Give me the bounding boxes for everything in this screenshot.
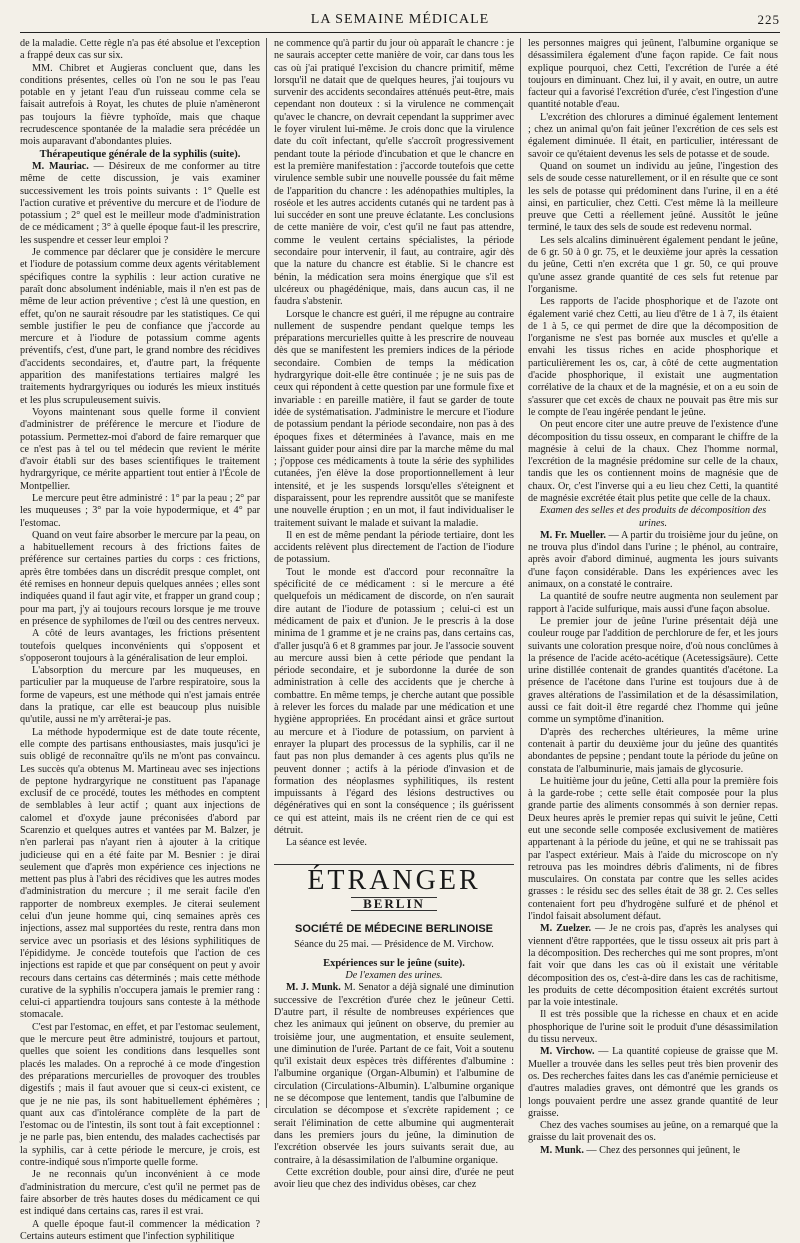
paragraph: de la maladie. Cette règle n'a pas été absolue et l'exception a frappé deux cas sur six. [20,38,260,63]
paragraph [20,161,260,247]
paragraph: Le premier jour de jeûne l'urine présentait déjà une couleur rouge par l'addition de perchlorure de fer, et les jours suivants une coloration presque noire, d'où nous conclûmes à la présence de l'acide acéto-acétique (Acetessigsäure). Cette urine distillée contenait de grandes quantités d'acétone. La présence de l'acétone dans l'urine est toujours due à de graves altérations de l'assimilation et de la désassimilation, aussi ce fait doit-il être regardé chez l'homme qui jeûne comme un symptôme d'inanition. [528,616,778,727]
paragraph: Voyons maintenant sous quelle forme il convient d'administrer de préférence le mercure et l'iodure de potassium. Permettez-moi d'abord de faire remarquer que ce n'est pas à tel ou tel médecin que revient le mérite d'avoir établi sur des bases scientifiques le traitement hydrargyrique, ce mérite appartient tout entier à l'École de Montpellier. [20,407,260,493]
speaker-name: M. J. Munk. [286,982,341,993]
paragraph: Je commence par déclarer que je considère le mercure et l'iodure de potassium comme deux agents véritablement spécifiques contre la syphilis : leur action curative ne paraît donc absolument indéniable, mais il n'en est pas de même de leur action préventive ; c'est là une question, en effet, qu'on ne saurait résoudre par les statistiques. Ce qui semble justifier le peu de confiance que j'accorde au mercure et à l'iodure de potassium comme agents préventifs, c'est, d'une part, le grand nombre des récidives d'accidents secondaires, et, d'autre part, la fréquente apparition des manifestations tertiaires malgré les traitements hydrargyriques ou iodurés les mieux institués et les plus scrupuleusement suivis. [20,247,260,407]
society-title: SOCIÉTÉ DE MÉDECINE BERLINOISE [274,923,514,935]
paragraph-text: — A partir du troisième jour du jeûne, on ne trouva plus d'indol dans l'urine ; le phénol, au contraire, après avoir d'abord diminué, augmenta les jours suivants d'une façon considérable. Dans les expériences avec les animaux, on a constaté le contraire. [528,530,778,590]
paragraph: Lorsque le chancre est guéri, il me répugne au contraire nullement de suspendre pendant quelque temps les préparations mercurielles quitte à les prescrire de nouveau dès que se manifestent les premiers indices de la période secondaire. Combien de temps la médication hydrargyrique doit-elle être continuée ; je ne suis pas de ceux qui répondent à cette question par une formule fixe et invariable : en pareille matière, il faut se garder de toute idée de systématisation. J'administre le mercure et l'iodure de potassium pendant la période secondaire, non pas à des époques fixes et déterminées à l'avance, mais en me laissant guider pour ainsi dire par la marche même du mal ; j'oppose ces médicaments à toute la série des syphilides cutanées, j'en élève la dose proportionnellement à leur intensité, et je les suspends lorsqu'elles s'éteignent et disparaissent, pour les reprendre aussitôt que se manifeste une nouvelle éruption ; en un mot, il faut individualiser le traitement suivant le malade et suivant la maladie. [274,309,514,530]
paragraph-text: — Je ne crois pas, d'après les analyses qui viennent d'être rapportées, que le tissu osseux ait pris part à la décomposition. Des recherches qui me sont propres, m'ont fait voir que dans les cas où il existait une véritable décomposition des os, c'est-à-dire dans les cas de rachitisme, les produits de cette décomposition étaient excrétés surtout par la voie intestinale. [528,923,778,1008]
paragraph: Cette excrétion double, pour ainsi dire, d'urée ne peut avoir lieu que chez des individus obèses, car chez [274,1167,514,1192]
paragraph: La méthode hypodermique est de date toute récente, elle compte des partisans enthousiastes, mais jusqu'ici je suis obligé de reconnaître qu'ils ne m'ont pas convaincu. Les succès qu'a obtenus M. Martineau avec ses injections de peptone hydrargyrique ne constituent pas l'apanage exclusif de ce procédé, toutes les méthodes en comptent de semblables à leur actif ; quant aux injections de calomel et d'oxyde jaune préconisées d'abord par Scarenzio et quelques autres et vantées par M. Balzer, je n'en parlerai pas n'ayant rien à ajouter à la critique judicieuse qui en a été faite par M. Besnier : je dirai seulement que d'après mon expérience ces injections ne mettent pas plus à l'abri des récidives que les autres modes d'administration du mercure ; il me serait facile d'en rapporter de nombreux exemples. Je citerai seulement celui d'un jeune homme qui, cinq semaines après ces injections, assez mal supportées du reste, rentra dans mon service avec un psoriasis et des lésions syphilitiques de l'épididyme. Je concède toutefois que l'action de ces injections est rapide et que par conséquent on peut y avoir recours dans certains cas déterminés ; mais cette méthode curative de la syphilis n'occupera jamais le premier rang : celui-ci appartiendra toujours sans conteste à la méthode stomacale. [20,727,260,1022]
running-head [20,12,780,30]
paragraph: Il est très possible que la richesse en chaux et en acide phosphorique de l'urine soit le produit d'une désassimilation du tissu nerveux. [528,1009,778,1046]
speaker-name: M. Fr. Mueller. [540,530,606,541]
paragraph: La quantité de soufre neutre augmenta non seulement par rapport à l'acide sulfurique, mais aussi d'une façon absolue. [528,591,778,616]
paragraph: Quand on soumet un individu au jeûne, l'ingestion des sels de soude cesse naturellement, or il en résulte que ce sont les sels de potasse qui prédominent dans l'urine, il en a été ainsi, en particulier, chez Cetti. C'est même là la meilleure preuve que Cetti a réellement jeûné. Aussitôt le jeûne terminé, le taux des sels de soude est redevenu normal. [528,161,778,235]
paragraph-text: — Chez des personnes qui jeûnent, le [586,1145,740,1156]
section-banner [274,864,514,952]
paragraph: Il en est de même pendant la période tertiaire, dont les accidents relèvent plus directement de l'action de l'iodure de potassium. [274,530,514,567]
page-number: 225 [758,12,781,28]
section-title: Expériences sur le jeûne (suite). [274,958,514,970]
speaker-name: M. Mauriac. [32,161,89,172]
paragraph: A côté de leurs avantages, les frictions présentent toutefois quelques inconvénients qui s'opposent et s'opposeront toujours à la généralisation de leur emploi. [20,628,260,665]
journal-title: LA SEMAINE MÉDICALE [20,12,780,28]
subsection-title: Examen des selles et des produits de décomposition des urines. [528,505,778,530]
paragraph: On peut encore citer une autre preuve de l'existence d'une décomposition du tissu osseux, en comparant le chiffre de la magnésie à celui de la chaux. Chez l'homme normal, l'excrétion de la magnésie prédomine sur celle de la chaux, tandis que les os contiennent moins de magnésie que de chaux. Or, c'est l'inverse qui a eu lieu chez Cetti, la quantité de magnésie excrétée était plus petite que celle de la chaux. [528,419,778,505]
paragraph: D'après des recherches ultérieures, la même urine contenait à partir du deuxième jour du jeûne des quantités abondantes de pepsine ; pendant toute la période du jeûne on constata de l'albuminurie, mais jamais de glycosurie. [528,727,778,776]
paragraph: Je ne reconnais qu'un inconvénient à ce mode d'administration du mercure, c'est qu'il ne permet pas de faire absorber de très hautes doses du médicament ce qui est indiqué dans certains cas, rares il est vrai. [20,1169,260,1218]
section-heading: ÉTRANGER [274,875,514,887]
speaker-name: M. Zuelzer. [540,923,591,934]
paragraph: A quelle époque faut-il commencer la médication ? Certains auteurs estiment que l'infection syphilitique [20,1219,260,1243]
closing-line: La séance est levée. [274,837,514,849]
paragraph: L'excrétion des chlorures a diminué également lentement ; chez un animal qu'on fait jeûner l'excrétion de ces sels est également diminuée. Il était, en particulier, intéressant de savoir ce qu'étaient devenus les sels de potasse et de soude. [528,112,778,161]
paragraph [528,923,778,1009]
speaker-name: M. Munk. [540,1145,584,1156]
column-left [20,38,260,1110]
paragraph: Les sels alcalins diminuèrent également pendant le jeûne, de 6 gr. 50 à 0 gr. 75, et le deuxième jour après la cessation du jeûne, Cetti n'en excréta que 1 gr. 50, ce qui prouve qu'une assez grande quantité de ces sels fut retenue par l'organisme. [528,235,778,296]
header-rule [20,32,780,33]
paragraph [528,530,778,591]
paragraph: MM. Chibret et Augieras concluent que, dans les conditions présentes, celles où l'on ne sou le pas l'eau potable en y jetant l'eau d'un ruisseau comme cela se faisait autrefois à Royat, les chutes de pluie n'amèneront pas toujours la fièvre typhoïde, mais que chaque recrudescence spontanée de la maladie sera précédée un mois auparavant d'abondantes pluies. [20,63,260,149]
column-middle [274,38,514,1110]
column-divider [520,38,521,1108]
paragraph [274,982,514,1166]
column-divider [266,38,267,1108]
city-heading: BERLIN [351,897,437,911]
paragraph-text: — La quantité copieuse de graisse que M. Mueller a trouvée dans les selles peut très bien provenir des os. Des recherches faites dans les cas d'anémie pernicieuse et d'autres maladies graves, ont démontré que les grands os longs pouvaient perdre une assez grande quantité de leur graisse. [528,1046,778,1118]
paragraph: C'est par l'estomac, en effet, et par l'estomac seulement, que le mercure peut être administré, toujours et partout, quelles que soient les conditions dans lesquelles sont placés les malades. On a reproché à ce mode d'ingestion des préparations mercurielles de provoquer des troubles digestifs ; mais il faut avouer que si ceux-ci existent, ce que je ne nie pas, ils sont habituellement éphémères ; quant aux cas d'intolérance complète de la part de l'estomac ou de l'intestin, ils sont tout à fait exceptionnel : je ne parle pas, bien entendu, des malades cachectisés par la syphilis, car à cette période le mercure, je crois, est contre-indiqué sous n'importe quelle forme. [20,1022,260,1170]
paragraph: Le mercure peut être administré : 1° par la peau ; 2° par les muqueuses ; 3° par la voie hypodermique, et 4° par l'estomac. [20,493,260,530]
paragraph: L'absorption du mercure par les muqueuses, en particulier par la muqueuse de l'arbre respiratoire, sous la forme de vapeurs, est une méthode qui n'est jamais entrée dans la pratique, car elle est beaucoup plus nuisible qu'utile, aussi ne m'y arrêterai-je pas. [20,665,260,726]
paragraph: Chez des vaches soumises au jeûne, on a remarqué que la graisse du lait provenait des os. [528,1120,778,1145]
paragraph: Les rapports de l'acide phosphorique et de l'azote ont également varié chez Cetti, au lieu d'être de 1 à 7, ils étaient de 1 à 5, ce qui permet de dire que la décomposition de l'organisme ne s'est pas bornée aux muscles et qu'elle a envahi les tissus riches en acide phosphorique et particulièrement les os, car, à côté de cette augmentation d'acide phosphorique, il existait une augmentation corrélative de la chaux et de la magnésie, et on a eu soin de s'assurer que cet excès de chaux ne pouvait pas être mis sur le compte de l'eau ingérée pendant le jeûne. [528,296,778,419]
speaker-name: M. Virchow. [540,1046,595,1057]
paragraph [528,1046,778,1120]
paragraph-text: M. Senator a déjà signalé une diminution successive de l'excrétion d'urée chez le jeûneur Cetti. D'autre part, il résulte de nombreuses expériences que chez les animaux qui jeûnent on observe, du premier au troisième jour, une augmentation, et ensuite seulement, une diminution de l'urée. Partant de ce fait, Voit a soutenu qu'il existait deux espèces très différentes d'albumine : l'albumine organique (Organ-Albumin) et l'albumine de circulation (Circulations-Albumin). L'albumine organique ne se décompose que lentement, tandis que l'albumine de circulation se décompose et s'excrète rapidement ; ce serait l'élimination de cette albumine qui augmenterait dans les premiers jours du jeûne, la diminution de l'excrétion observée les jours suivants serait due, au contraire, à la désassimilation de l'albumine organique. [274,982,514,1165]
paragraph: Quand on veut faire absorber le mercure par la peau, on a habituellement recours à des frictions faites de préférence sur certaines parties du corps : ces frictions, après être tombées dans un discrédit presque complet, ont été remises en honneur depuis quelques années ; elles sont indiquées quand il faut agir vite, et frapper un grand coup ; pour ma part, j'y ai toujours recours lorsque je me trouve en présence de syphilomes de l'œil ou des centres nerveux. [20,530,260,628]
section-title: Thérapeutique générale de la syphilis (suite). [20,149,260,161]
paragraph: Tout le monde est d'accord pour reconnaître la spécificité de ce médicament : si le mercure a été quelquefois un médicament de discorde, on n'en saurait dire autant de l'iodure de potassium ; celui-ci est un médicament de paix et d'union. Je le prescris à la dose minima de 1 gramme et je ne crains pas, dans certains cas, d'aller jusqu'à 6 et 8 grammes par jour. Je l'associe souvent au mercure aussi bien à cette période que pendant la période secondaire, et je subordonne la durée de son administration à celle des accidents que je cherche à combattre. En même temps, je cherche autant que possible à relever les forces du malade par une médication et une hygiène appropriées. En procédant ainsi et grâce surtout au mercure et à l'iodure de potassium, on parvient à enrayer la plupart des processus de la syphilis, car il ne faut pas non plus demander à ces agents plus qu'ils ne peuvent donner ; actifs à la période d'invasion et de formation des néoplasmes syphilitiques, ils restent impuissants à l'égard des lésions destructives ou dégénératives qui en sont la conséquence ; ils guérissent ce qui est atteint, mais ils ne créent rien de ce qui est détruit. [274,567,514,838]
paragraph [528,1145,778,1157]
paragraph-text: — Désireux de me conformer au titre même de cette discussion, je vais examiner successivement les trois points suivants : 1° Quelle est l'action curative et préventive du mercure et de l'iodure de potassium ; 2° quel est le meilleur mode d'administration de ce médicament ; 3° à quelle époque faut-il les prescrire, les suspendre et cesser leur emploi ? [20,161,260,246]
subsection-title: De l'examen des urines. [274,970,514,982]
column-right [528,38,778,1110]
paragraph: Le huitième jour du jeûne, Cetti alla pour la première fois à la garde-robe ; cette selle était composée pour la plus grande partie des aliments consommés à son dernier repas. Deux heures après le premier repas qui suivit le jeûne, Cetti eut une seconde selle composée exclusivement de matières appartenant à la période du jeûne, et qui ne se trahissait pas par l'aspect extérieur. Mais à l'aide du microscope on n'y retrouva pas les moindres débris d'aliments, ni de fibres musculaires. On constata par contre que les selles acides grasses : le résidu sec des selles était de 38 gr. 2. Ces selles contenaient fort peu d'hydrogène sulfuré et de phénol et l'indol faisait absolument défaut. [528,776,778,924]
session-line: Séance du 25 mai. — Présidence de M. Virchow. [274,939,514,951]
paragraph: ne commence qu'à partir du jour où apparaît le chancre : je ne saurais accepter cette manière de voir, car dans tous les cas où j'ai pratiqué l'excision du chancre primitif, même lorsqu'il ne datait que de quelques heures, j'ai toujours vu survenir des accidents secondaires atténués peut-être, mais cependant non douteux : si la virulence ne commençait qu'avec le chancre, on devrait cependant la supprimer avec le foyer virulent lui-même. Je crois donc que la virulence date du coït infectant, qu'elle s'accroît progressivement pendant toute la période d'incubation et que le chancre en est la première manifestation : j'accorde toutefois que cette virulence semble subir une nouvelle poussée du fait même de l'apparition du chancre : les adénopathies multiples, la roséole et les autres accidents cutanés qui ne tardent pas à lui succéder en sont une preuve éclatante. Les conclusions de cette manière de voir, c'est qu'il ne faut pas attendre, comme le veulent certains spécialistes, la période secondaire pour intervenir, il faut, au contraire, agir dès que la nature du chancre est établie. Si le chancre est bénin, la médication sera moins énergique que s'il est ulcéreux ou phagédénique, mais, dans aucun cas, il ne faudra s'abstenir. [274,38,514,309]
paragraph: les personnes maigres qui jeûnent, l'albumine organique se désassimilera également d'une façon rapide. Ce fait nous explique pourquoi, chez Cetti, l'excrétion de l'urée a été toujours en diminuant. Chez lui, il y avait, en outre, un autre facteur qui a favorisé l'excrétion d'urée, c'est l'ingestion d'une quantité notable d'eau. [528,38,778,112]
